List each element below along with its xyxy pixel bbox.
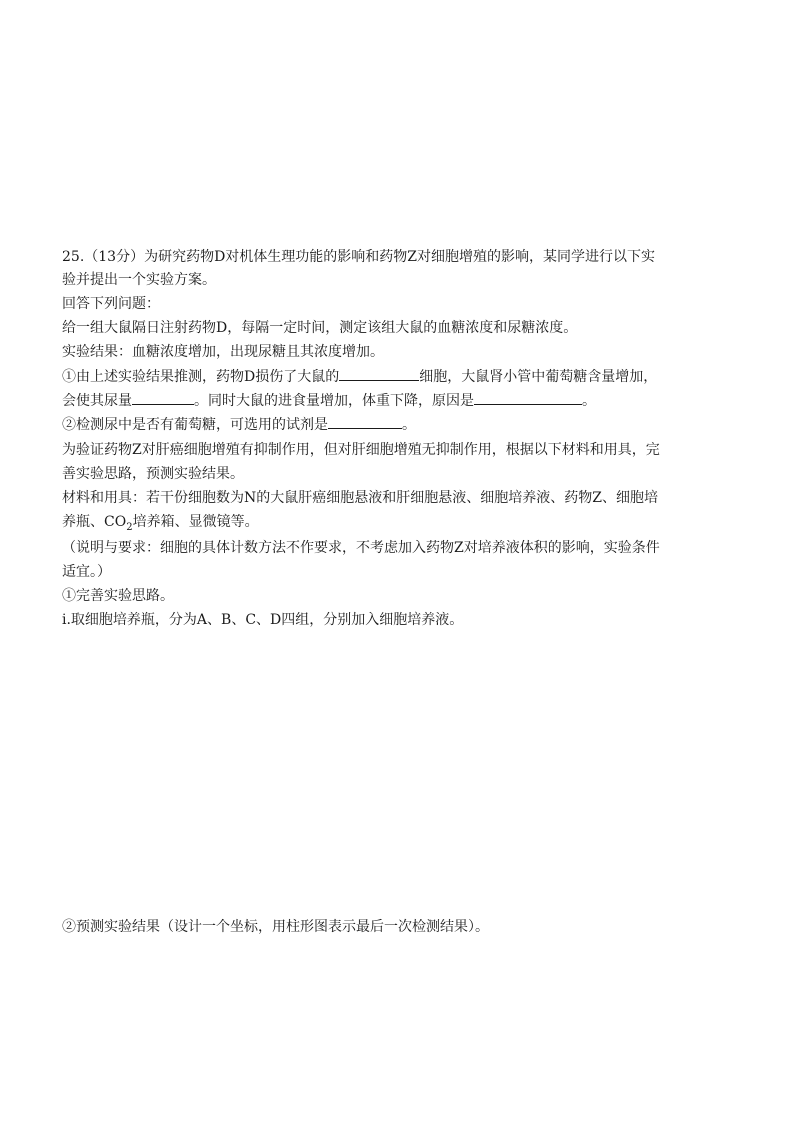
answer-blank-reason[interactable] bbox=[474, 390, 582, 405]
aim-statement-cont bbox=[62, 464, 752, 484]
materials-text: 材料和用具：若干份细胞数为N的大鼠肝癌细胞悬液和肝细胞悬液、细胞培养液、药物Z、细胞培 bbox=[62, 490, 658, 506]
answer-blank-cell-type[interactable] bbox=[339, 366, 419, 381]
question-header-cont bbox=[62, 270, 752, 290]
step-title-text: ①完善实验思路。 bbox=[62, 588, 174, 604]
materials bbox=[62, 488, 752, 508]
answer-blank-reagent[interactable] bbox=[328, 414, 402, 429]
materials-subscript: 2 bbox=[126, 521, 133, 533]
step-i-text: i.取细胞培养瓶，分为A、B、C、D四组，分别加入细胞培养液。 bbox=[62, 612, 464, 628]
question-header bbox=[62, 247, 752, 267]
aim-statement bbox=[62, 440, 752, 460]
notes bbox=[62, 538, 752, 558]
answer-blank-urine-volume[interactable] bbox=[132, 390, 194, 405]
notes-text: （说明与要求：细胞的具体计数方法不作要求，不考虑加入药物Z对培养液体积的影响，实验条件 bbox=[62, 540, 660, 556]
aim-statement-cont-text: 善实验思路，预测实验结果。 bbox=[62, 466, 244, 482]
notes-cont bbox=[62, 562, 752, 582]
step-i bbox=[62, 610, 752, 630]
notes-cont-text: 适宜。） bbox=[62, 564, 111, 580]
experiment-result-text: 实验结果：血糖浓度增加，出现尿糖且其浓度增加。 bbox=[62, 344, 384, 360]
aim-statement-text: 为验证药物Z对肝癌细胞增殖有抑制作用，但对肝细胞增殖无抑制作用，根据以下材料和用具，完 bbox=[62, 442, 660, 458]
answer-prompt bbox=[62, 294, 752, 314]
predict-results bbox=[62, 917, 752, 937]
subquestion-1-cont bbox=[62, 390, 752, 411]
materials-cont-text-1: 养瓶、CO bbox=[62, 514, 127, 530]
subquestion-1-text-c: 会使其尿量 bbox=[62, 393, 132, 409]
subquestion-1-text-b: 细胞，大鼠肾小管中葡萄糖含量增加， bbox=[419, 369, 658, 385]
experiment-result bbox=[62, 342, 752, 362]
subquestion-1 bbox=[62, 366, 752, 387]
answer-prompt-text: 回答下列问题： bbox=[62, 296, 160, 312]
subquestion-1-text-a: ①由上述实验结果推测，药物D损伤了大鼠的 bbox=[62, 369, 340, 385]
materials-cont bbox=[62, 512, 752, 532]
experiment-setup bbox=[62, 318, 752, 338]
question-header-text: 25.（13分）为研究药物D对机体生理功能的影响和药物Z对细胞增殖的影响，某同学进行以下实 bbox=[62, 249, 656, 265]
subquestion-2-text-b: 。 bbox=[402, 417, 416, 433]
experiment-setup-text: 给一组大鼠隔日注射药物D，每隔一定时间，测定该组大鼠的血糖浓度和尿糖浓度。 bbox=[62, 320, 578, 336]
predict-results-text: ②预测实验结果（设计一个坐标，用柱形图表示最后一次检测结果）。 bbox=[62, 919, 489, 935]
step-title bbox=[62, 586, 752, 606]
question-header-cont-text: 验并提出一个实验方案。 bbox=[62, 272, 216, 288]
subquestion-2-text-a: ②检测尿中是否有葡萄糖，可选用的试剂是 bbox=[62, 417, 328, 433]
subquestion-1-text-d: 。同时大鼠的进食量增加，体重下降，原因是 bbox=[194, 393, 474, 409]
materials-cont-text-2: 培养箱、显微镜等。 bbox=[132, 514, 259, 530]
subquestion-1-text-e: 。 bbox=[582, 393, 596, 409]
subquestion-2 bbox=[62, 414, 752, 435]
